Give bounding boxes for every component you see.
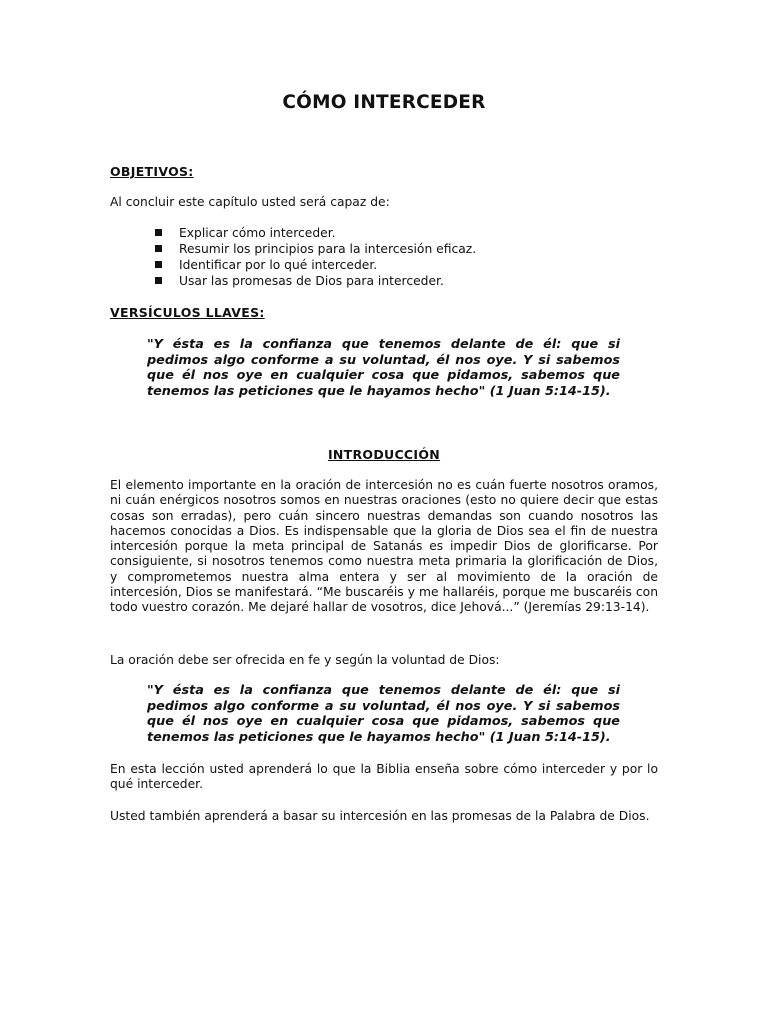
bullet-square-icon xyxy=(155,277,162,284)
versiculos-heading: VERSÍCULOS LLAVES: xyxy=(110,305,265,320)
intro-paragraph-2: La oración debe ser ofrecida en fe y según la voluntad de Dios: xyxy=(110,653,500,667)
list-item xyxy=(155,225,476,241)
intro-paragraph-3: En esta lección usted aprenderá lo que la Biblia enseña sobre cómo interceder y por lo qué interceder. xyxy=(110,762,658,792)
intro-paragraph-4: Usted también aprenderá a basar su intercesión en las promesas de la Palabra de Dios. xyxy=(110,809,650,823)
list-item-text: Explicar cómo interceder. xyxy=(179,226,336,240)
intro-paragraph-1: El elemento importante en la oración de intercesión no es cuán fuerte nosotros oramos, ni cuán enérgicos nosotros somos en nuestras oraciones (esto no quiere decir que estas cosas son erradas), pero cuán sincero nuestras demandas son cuando nosotros las hacemos conocidas a Dios. Es indispensable que la gloria de Dios sea el fin de nuestra intercesión porque la meta principal de Satanás es impedir Dios de glorificarse. Por consiguiente, si nosotros tenemos como nuestra meta primaria la glorificación de Dios, y comprometemos nuestra alma entera y ser al movimiento de la oración de intercesión, Dios se manifestará. “Me buscaréis y me hallaréis, porque me buscaréis con todo vuestro corazón. Me dejaré hallar de vosotros, dice Jehová...” (Jeremías 29:13-14). xyxy=(110,478,658,615)
list-item xyxy=(155,273,476,289)
list-item-text: Usar las promesas de Dios para interceder. xyxy=(179,274,444,288)
introduccion-heading xyxy=(110,447,658,462)
bullet-square-icon xyxy=(155,261,162,268)
list-item-text: Identificar por lo qué interceder. xyxy=(179,258,378,272)
introduccion-heading-text: INTRODUCCIÓN xyxy=(327,447,441,462)
objetivos-list xyxy=(155,225,476,289)
objetivos-intro: Al concluir este capítulo usted será capaz de: xyxy=(110,195,390,209)
objetivos-heading: OBJETIVOS: xyxy=(110,164,194,179)
list-item xyxy=(155,241,476,257)
intro-verse-quote: "Y ésta es la confianza que tenemos delante de él: que si pedimos algo conforme a su voluntad, él nos oye. Y si sabemos que él nos oye en cualquier cosa que pidamos, sabemos que tenemos las peticiones que le hayamos hecho" (1 Juan 5:14-15). xyxy=(147,683,620,745)
list-item-text: Resumir los principios para la intercesión eficaz. xyxy=(179,242,477,256)
bullet-square-icon xyxy=(155,229,162,236)
list-item xyxy=(155,257,476,273)
page-title: CÓMO INTERCEDER xyxy=(282,92,486,113)
key-verse-quote: "Y ésta es la confianza que tenemos delante de él: que si pedimos algo conforme a su voluntad, él nos oye. Y si sabemos que él nos oye en cualquier cosa que pidamos, sabemos que tenemos las peticiones que le hayamos hecho" (1 Juan 5:14-15). xyxy=(147,337,620,399)
bullet-square-icon xyxy=(155,245,162,252)
